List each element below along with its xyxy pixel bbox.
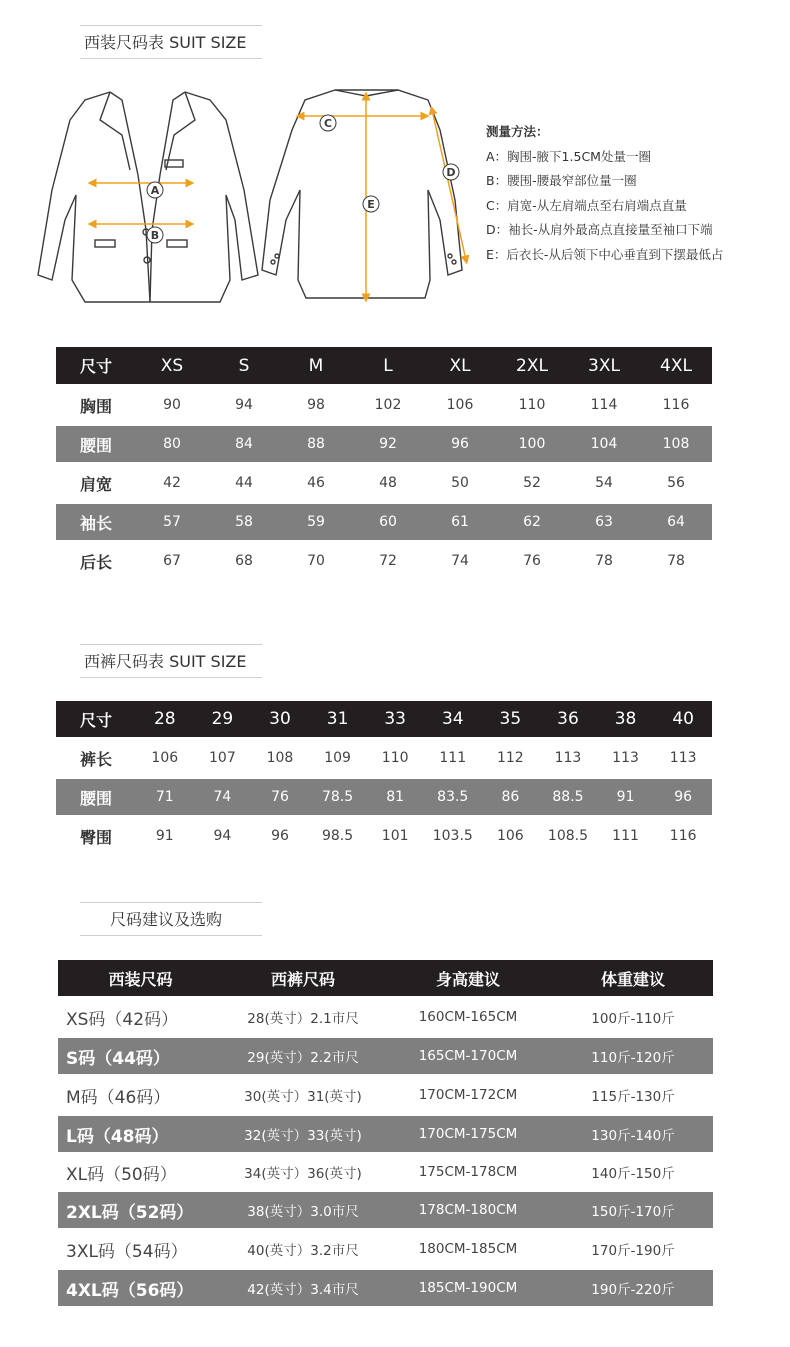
- table-row: [56, 426, 712, 462]
- header-cell: M: [280, 347, 352, 384]
- table-cell: 76: [251, 779, 309, 815]
- table-cell: 59: [280, 504, 352, 540]
- method-item: B：腰围-腰最窄部位量一圈: [486, 173, 637, 188]
- table-cell: 102: [374, 397, 402, 413]
- row-label: 腰围: [56, 426, 136, 462]
- table-cell: 96: [271, 828, 289, 844]
- table-cell: 110: [518, 397, 546, 413]
- header-cell: 38: [597, 701, 655, 737]
- table-cell: 3XL码（54码）: [66, 1241, 188, 1262]
- table-cell: 111: [439, 750, 467, 766]
- table-cell: 30(英寸）31(英寸): [244, 1089, 362, 1105]
- table-cell: XS码（42码）: [66, 1009, 179, 1030]
- table-row: [58, 1192, 713, 1228]
- table-cell: 160CM-165CM: [418, 1009, 518, 1025]
- header-cell: 40: [654, 701, 712, 737]
- header-cell: S: [208, 347, 280, 384]
- table-header-row: [56, 347, 712, 384]
- table-cell: 150斤-170斤: [553, 1192, 713, 1228]
- table-row: [58, 1152, 713, 1192]
- method-item: E：后衣长-从后领下中心垂直到下摆最低占: [486, 246, 724, 262]
- table-cell: 57: [136, 504, 208, 540]
- row-label: 后长: [79, 552, 112, 572]
- table-cell: 80: [136, 426, 208, 462]
- pants-size-title: 西裤尺码表 SUIT SIZE: [80, 644, 262, 678]
- table-cell: 103.5: [432, 828, 473, 844]
- table-cell: 94: [235, 397, 253, 413]
- table-cell: 29(英寸）2.2市尺: [223, 1038, 383, 1074]
- size-advice-title: 尺码建议及选购: [80, 902, 262, 936]
- table-cell: 100斤-110斤: [591, 1011, 675, 1027]
- measure-markers: [147, 115, 459, 243]
- table-cell: 4XL码（56码）: [58, 1270, 223, 1306]
- table-cell: 107: [209, 750, 236, 766]
- table-cell: 190斤-220斤: [553, 1270, 713, 1306]
- table-cell: 67: [163, 553, 181, 569]
- table-cell: 115斤-130斤: [591, 1089, 675, 1105]
- table-cell: 81: [366, 779, 424, 815]
- table-cell: 106: [446, 397, 474, 413]
- table-cell: 61: [424, 504, 496, 540]
- table-cell: L码（48码）: [58, 1116, 223, 1152]
- table-cell: 71: [136, 779, 194, 815]
- table-cell: 2XL码（52码）: [58, 1192, 223, 1228]
- table-cell: 175CM-178CM: [418, 1164, 518, 1180]
- header-cell: L: [352, 347, 424, 384]
- table-cell: 92: [352, 426, 424, 462]
- header-cell: 西装尺码: [58, 960, 223, 996]
- row-label: 腰围: [56, 779, 136, 815]
- table-cell: 40(英寸）3.2市尺: [247, 1243, 359, 1259]
- table-cell: 178CM-180CM: [383, 1192, 553, 1228]
- table-cell: 104: [568, 426, 640, 462]
- table-row: [58, 1270, 713, 1306]
- table-cell: 110: [381, 750, 409, 766]
- table-cell: 101: [381, 828, 409, 844]
- table-cell: S码（44码）: [58, 1038, 223, 1074]
- table-cell: 91: [155, 828, 174, 844]
- table-cell: 78: [667, 553, 685, 569]
- table-cell: 96: [654, 779, 712, 815]
- table-row: [58, 1228, 713, 1270]
- table-cell: 28(英寸）2.1市尺: [247, 1011, 359, 1027]
- jacket-back-outline: [262, 90, 462, 298]
- table-cell: 113: [612, 750, 639, 766]
- header-cell: 3XL: [568, 347, 640, 384]
- method-item: A：胸围-腋下1.5CM处量一圈: [486, 148, 651, 164]
- table-cell: 42(英寸）3.4市尺: [223, 1270, 383, 1306]
- table-cell: 46: [307, 475, 325, 491]
- table-cell: 60: [352, 504, 424, 540]
- table-cell: 116: [662, 397, 690, 413]
- header-cell: 尺寸: [56, 701, 136, 737]
- table-cell: 62: [496, 504, 568, 540]
- table-cell: 116: [669, 828, 697, 844]
- suit-size-title: 西装尺码表 SUIT SIZE: [80, 25, 262, 59]
- header-cell: 4XL: [640, 347, 712, 384]
- header-cell: 33: [366, 701, 424, 737]
- header-cell: 30: [251, 701, 309, 737]
- table-cell: 56: [667, 475, 685, 491]
- table-cell: 94: [213, 828, 232, 844]
- suit-size-table: [56, 347, 712, 582]
- table-cell: 78: [595, 553, 613, 569]
- marker-e: E: [367, 198, 375, 211]
- marker-d: D: [446, 166, 456, 179]
- table-cell: 91: [597, 779, 655, 815]
- table-row: [58, 1038, 713, 1074]
- table-cell: 83.5: [424, 779, 482, 815]
- header-cell: 身高建议: [383, 960, 553, 996]
- table-cell: 42: [163, 475, 181, 491]
- table-row: [58, 996, 713, 1038]
- table-row: [56, 462, 712, 504]
- header-cell: 35: [482, 701, 540, 737]
- row-label: 袖长: [56, 504, 136, 540]
- table-cell: 86: [482, 779, 540, 815]
- table-cell: 52: [523, 475, 541, 491]
- size-advice-table: [58, 960, 713, 1306]
- table-cell: 78.5: [309, 779, 367, 815]
- table-cell: 64: [640, 504, 712, 540]
- table-cell: 100: [496, 426, 568, 462]
- table-cell: 68: [235, 553, 253, 569]
- jacket-front-outline: [38, 92, 258, 302]
- table-cell: 38(英寸）3.0市尺: [223, 1192, 383, 1228]
- method-item: D：袖长-从肩外最高点直接量至袖口下端: [486, 222, 713, 237]
- marker-c: C: [323, 117, 333, 130]
- suit-measurement-illustration: [30, 80, 470, 305]
- table-cell: 109: [324, 750, 351, 766]
- table-cell: 108.5: [547, 828, 588, 844]
- table-row: [56, 540, 712, 582]
- table-cell: 90: [163, 397, 181, 413]
- table-row: [56, 504, 712, 540]
- table-row: [56, 779, 712, 815]
- table-cell: 113: [554, 750, 582, 766]
- table-cell: 50: [451, 475, 469, 491]
- table-cell: 34(英寸）36(英寸): [244, 1166, 362, 1182]
- table-cell: 96: [424, 426, 496, 462]
- table-cell: 130斤-140斤: [553, 1116, 713, 1152]
- marker-b: B: [150, 229, 160, 242]
- table-cell: 106: [151, 750, 179, 766]
- measurement-method: [486, 120, 723, 267]
- table-cell: 180CM-185CM: [418, 1241, 518, 1257]
- method-heading: 测量方法：: [486, 124, 549, 139]
- header-cell: XL: [424, 347, 496, 384]
- table-cell: 170斤-190斤: [591, 1243, 675, 1259]
- table-row: [56, 384, 712, 426]
- header-cell: 2XL: [496, 347, 568, 384]
- table-header-row: [58, 960, 713, 996]
- row-label: 胸围: [79, 396, 112, 416]
- row-label: 肩宽: [79, 474, 112, 494]
- table-cell: 108: [266, 750, 294, 766]
- header-cell: 34: [424, 701, 482, 737]
- table-row: [58, 1074, 713, 1116]
- table-cell: 88: [280, 426, 352, 462]
- table-cell: 165CM-170CM: [383, 1038, 553, 1074]
- table-cell: 170CM-172CM: [418, 1087, 518, 1103]
- table-cell: 88.5: [539, 779, 597, 815]
- table-cell: 44: [235, 475, 253, 491]
- table-cell: 63: [568, 504, 640, 540]
- table-cell: 170CM-175CM: [383, 1116, 553, 1152]
- table-header-row: [56, 701, 712, 737]
- table-row: [58, 1116, 713, 1152]
- table-cell: 98.5: [321, 828, 354, 844]
- table-cell: 84: [208, 426, 280, 462]
- marker-a: A: [150, 184, 160, 197]
- table-cell: 113: [669, 750, 697, 766]
- table-row: [56, 815, 712, 857]
- table-cell: 32(英寸）33(英寸): [223, 1116, 383, 1152]
- header-cell: 体重建议: [553, 960, 713, 996]
- table-cell: 185CM-190CM: [383, 1270, 553, 1306]
- header-cell: 31: [309, 701, 367, 737]
- header-cell: 西裤尺码: [223, 960, 383, 996]
- table-cell: M码（46码）: [66, 1087, 171, 1108]
- table-cell: 70: [307, 553, 325, 569]
- table-cell: 98: [307, 397, 325, 413]
- table-cell: 72: [379, 553, 397, 569]
- table-cell: 48: [379, 475, 397, 491]
- header-cell: 29: [194, 701, 252, 737]
- method-item: C：肩宽-从左肩端点至右肩端点直量: [486, 197, 687, 213]
- row-label: 裤长: [79, 749, 112, 769]
- header-cell: 尺寸: [56, 347, 136, 384]
- header-cell: 36: [539, 701, 597, 737]
- table-cell: 112: [496, 750, 524, 766]
- table-cell: 58: [208, 504, 280, 540]
- table-cell: 106: [496, 828, 524, 844]
- table-row: [56, 737, 712, 779]
- table-cell: 74: [451, 553, 469, 569]
- table-cell: 140斤-150斤: [591, 1166, 675, 1182]
- table-cell: 76: [523, 553, 541, 569]
- table-cell: 74: [194, 779, 252, 815]
- pants-size-table: [56, 701, 712, 857]
- table-cell: 110斤-120斤: [553, 1038, 713, 1074]
- header-cell: 28: [136, 701, 194, 737]
- table-cell: 111: [612, 828, 639, 844]
- row-label: 臀围: [79, 827, 112, 847]
- header-cell: XS: [136, 347, 208, 384]
- table-cell: XL码（50码）: [66, 1164, 177, 1185]
- table-cell: 108: [640, 426, 712, 462]
- table-cell: 54: [595, 475, 613, 491]
- table-cell: 114: [590, 397, 618, 413]
